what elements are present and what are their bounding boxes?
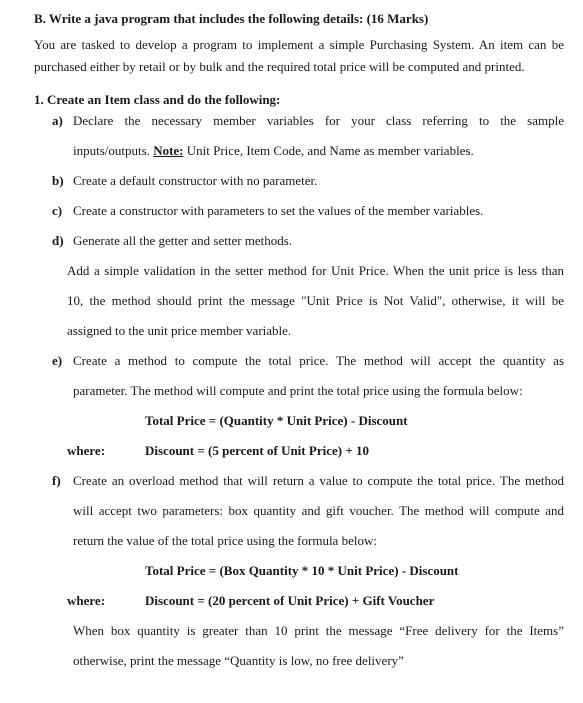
item-a-line-2-pre: inputs/outputs. (73, 143, 154, 158)
item-e-line-2: parameter. The method will compute and print the total price using the formula below: (73, 383, 523, 398)
item-f-line-2: will accept two parameters: box quantity and gift voucher. The method will compute and (73, 503, 564, 518)
item-a-line-1: Declare the necessary member variables for your class referring to the sample (73, 113, 564, 128)
item-a-label: a) (52, 113, 63, 128)
item-c-label: c) (52, 203, 63, 218)
section-title: B. Write a java program that includes the following details: (16 Marks) (34, 11, 429, 26)
item-f-message-1: When box quantity is greater than 10 print the message “Free delivery for the Items” (73, 623, 564, 638)
item-a-line-2 (73, 143, 474, 159)
item-d-text: Generate all the getter and setter methods. (73, 233, 293, 248)
item-f-line-3: return the value of the total price using the formula below: (73, 533, 377, 548)
item-e-discount: Discount = (5 percent of Unit Price) + 10 (145, 443, 369, 458)
item-f-discount: Discount = (20 percent of Unit Price) + Gift Voucher (145, 593, 435, 608)
item-c-text: Create a constructor with parameters to set the values of the member variables. (73, 203, 484, 218)
item-d-validation-2: 10, the method should print the message "Unit Price is Not Valid", otherwise, it will be (67, 293, 564, 308)
item-d-validation-3: assigned to the unit price member variable. (67, 323, 292, 338)
note-label: Note: (153, 143, 184, 158)
item-e-where: where: (67, 443, 106, 458)
item-f-message-2: otherwise, print the message “Quantity is low, no free delivery” (73, 653, 404, 668)
item-e-label: e) (52, 353, 63, 368)
intro-line-2: purchased either by retail or by bulk and the required total price will be computed and printed. (34, 59, 525, 74)
item-a-line-2-post: Unit Price, Item Code, and Name as member variables. (183, 143, 474, 158)
item-b-label: b) (52, 173, 64, 188)
item-d-validation-1: Add a simple validation in the setter method for Unit Price. When the unit price is less than (67, 263, 564, 278)
item-e-formula: Total Price = (Quantity * Unit Price) - Discount (145, 413, 408, 428)
item-f-label: f) (52, 473, 61, 488)
item-e-line-1: Create a method to compute the total price. The method will accept the quantity as (73, 353, 564, 368)
intro-line-1: You are tasked to develop a program to implement a simple Purchasing System. An item can be (34, 37, 564, 52)
item-d-label: d) (52, 233, 64, 248)
item-f-where: where: (67, 593, 106, 608)
item-f-line-1: Create an overload method that will return a value to compute the total price. The method (73, 473, 564, 488)
question-1-title: 1. Create an Item class and do the following: (34, 92, 281, 107)
item-b-text: Create a default constructor with no parameter. (73, 173, 318, 188)
item-f-formula: Total Price = (Box Quantity * 10 * Unit Price) - Discount (145, 563, 459, 578)
